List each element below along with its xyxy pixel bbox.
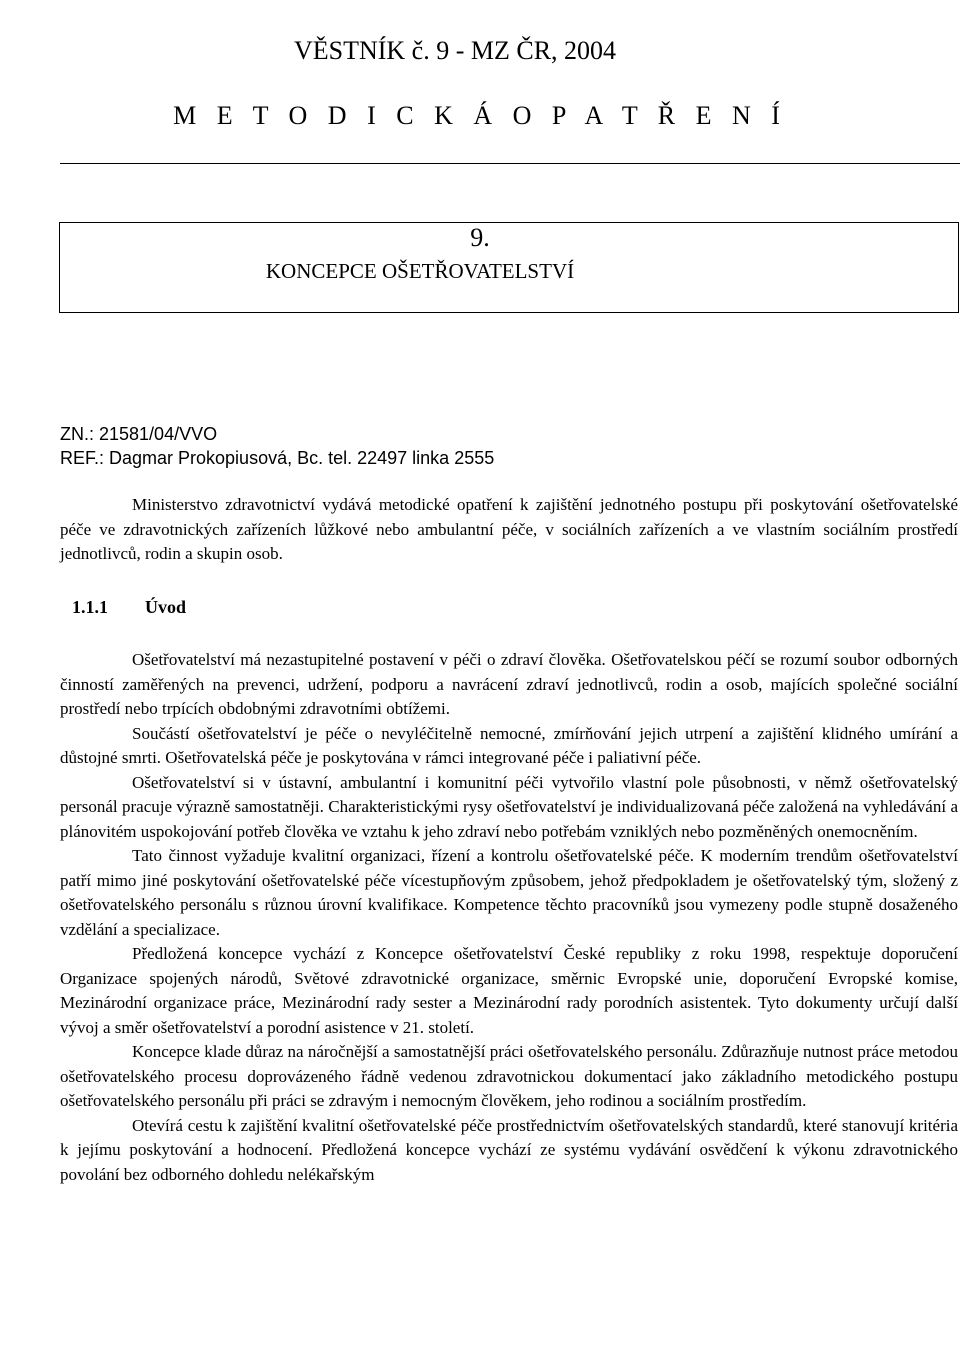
section-heading <box>72 597 186 618</box>
section-heading-number: 1.1.1 <box>72 597 108 617</box>
document-title-box <box>59 222 959 313</box>
section-heading-title: Úvod <box>145 597 187 617</box>
paragraph: Ošetřovatelství si v ústavní, ambulantní i komunitní péči vytvořilo vlastní pole působnosti, v němž ošetřovatelský personál pracuje výrazně samostatněji. Charakteristickými rysy ošetřovatelství je individualizovaná péče založená na vyhledávání a plánovitém uspokojování potřeb člověka ve vztahu k jeho zdraví nebo potřebám vzniklých nebo pozměněných onemocněním. <box>60 772 958 841</box>
journal-title: VĚSTNÍK č. 9 - MZ ČR, 2004 <box>293 36 617 65</box>
paragraph: Součástí ošetřovatelství je péče o nevyléčitelně nemocné, zmírňování jejich utrpení a zajištění klidného umírání a důstojné smrti. Ošetřovatelská péče je poskytována v rámci integrované péče i paliativní péče. <box>60 723 958 767</box>
paragraph: Otevírá cestu k zajištění kvalitní ošetřovatelské péče prostřednictvím ošetřovatelských standardů, které stanovují kritéria k jejímu poskytování a hodnocení. Předložená koncepce vychází ze systému vydávání osvědčení k výkonu zdravotnického povolání bez odborného dohledu nelékařským <box>60 1115 958 1184</box>
document-number: 9. <box>470 223 490 252</box>
paragraph: Ošetřovatelství má nezastupitelné postavení v péči o zdraví člověka. Ošetřovatelskou péčí se rozumí soubor odborných činností zaměřených na prevenci, udržení, podporu a navrácení zdraví jednotlivců, rodin a osob, majících společné sociální prostředí nebo trpících obdobnými zdravotními obtížemi. <box>60 650 958 718</box>
intro-paragraph <box>60 493 958 567</box>
intro-text: Ministerstvo zdravotnictví vydává metodické opatření k zajištění jednotného postupu při poskytování ošetřovatelské péče ve zdravotnických zařízeních lůžkové nebo ambulantní péče, v sociálních zařízeních a ve vlastním sociálním prostředí jednotlivců, rodin a skupin osob. <box>60 495 958 563</box>
document-title: KONCEPCE OŠETŘOVATELSTVÍ <box>265 259 575 283</box>
paragraph: Koncepce klade důraz na náročnější a samostatnější práci ošetřovatelského personálu. Zdůrazňuje nutnost práce metodou ošetřovatelského procesu doprovázeného řádně vedenou zdravotnickou dokumentací jako základního metodického postupu ošetřovatelského personálu při práci se zdravým i nemocným člověkem, jeho rodinou a sociálním prostředím. <box>60 1042 958 1110</box>
paragraph: Tato činnost vyžaduje kvalitní organizaci, řízení a kontrolu ošetřovatelské péče. K moderním trendům ošetřovatelství patří mimo jiné poskytování ošetřovatelské péče vícestupňovým způsobem, jehož předpokladem je ošetřovatelský tým, složený z ošetřovatelského personálu s různou úrovní kvalifikace. Kompetence těchto pracovníků jsou vymezeny podle stupně dosaženého vzdělání a specializace. <box>60 846 958 939</box>
reference-contact: REF.: Dagmar Prokopiusová, Bc. tel. 22497 linka 2555 <box>60 448 495 468</box>
reference-number: ZN.: 21581/04/VVO <box>60 424 218 444</box>
section-title: M E T O D I C K Á O P A T Ř E N Í <box>173 101 787 130</box>
header-divider <box>60 163 960 164</box>
body-text <box>60 648 958 1187</box>
paragraph: Předložená koncepce vychází z Koncepce ošetřovatelství České republiky z roku 1998, respektuje doporučení Organizace spojených národů, Světové zdravotnické organizace, směrnic Evropské unie, doporučení Evropské komise, Mezinárodní organizace práce, Mezinárodní rady sester a Mezinárodní rady porodních asistentek. Tyto dokumenty určují další vývoj a směr ošetřovatelství a porodní asistence v 21. století. <box>60 944 958 1037</box>
